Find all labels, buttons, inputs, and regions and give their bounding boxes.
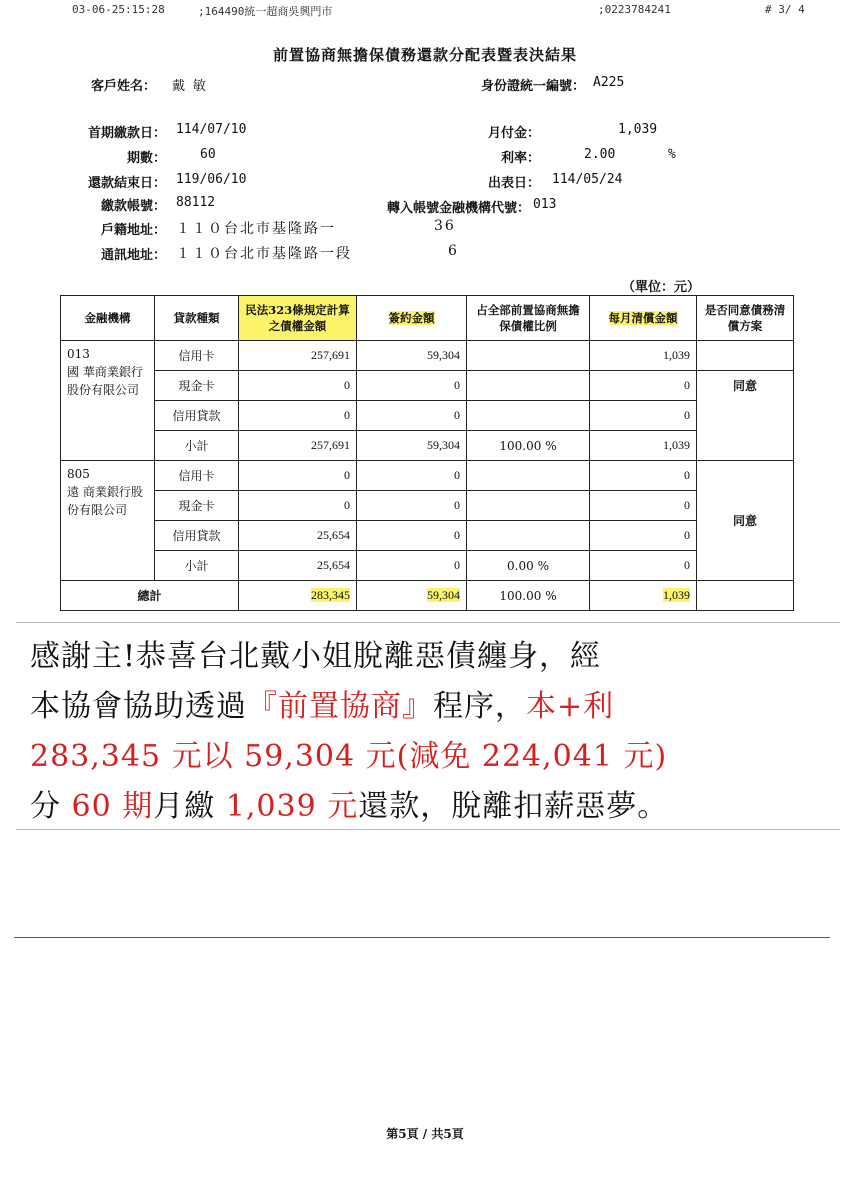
col-header-monthly	[590, 296, 697, 341]
fax-sender: ;164490統一超商吳興門市	[198, 5, 333, 18]
line4-part-e: 還款，脫離扣薪惡夢。	[358, 789, 669, 824]
total-signed-value: 59,304	[427, 588, 460, 602]
table-row	[61, 371, 794, 401]
monthly-amount: 0	[590, 491, 697, 521]
table-row-subtotal	[61, 551, 794, 581]
claim-amount: 25,654	[239, 551, 357, 581]
line4-part-b: 60 期	[71, 789, 154, 824]
line2-part-c: 程序，	[433, 689, 526, 724]
signed-amount: 0	[357, 521, 467, 551]
signed-amount: 0	[357, 551, 467, 581]
monthly-amount: 0	[590, 461, 697, 491]
loan-type: 信用貸款	[155, 401, 239, 431]
id-value: A225	[593, 75, 625, 90]
claim-amount: 0	[239, 401, 357, 431]
periods-value: 60	[200, 147, 216, 162]
total-label: 總計	[61, 581, 239, 611]
loan-type: 信用貸款	[155, 521, 239, 551]
loan-type: 信用卡	[155, 341, 239, 371]
monthly-amount: 0	[590, 401, 697, 431]
col-header-claim-amount: 民法323條規定計算之債權金額	[239, 296, 357, 341]
agree-status: 同意	[697, 371, 794, 461]
end-date-label: 還款結束日：	[87, 176, 166, 191]
transfer-code: 013	[533, 197, 557, 212]
monthly-payment-label: 月付金：	[487, 126, 540, 141]
loan-type: 小計	[155, 551, 239, 581]
bank-cell-805	[61, 461, 155, 581]
bank-cell-013	[61, 341, 155, 461]
monthly-amount: 1,039	[590, 341, 697, 371]
claim-amount: 0	[239, 491, 357, 521]
bank-code: 805	[67, 467, 90, 481]
signed-amount: 0	[357, 461, 467, 491]
signed-amount: 0	[357, 371, 467, 401]
account-number: 88112	[176, 195, 216, 210]
customer-name-label: 客戶姓名：	[90, 79, 156, 94]
household-address-label: 戶籍地址：	[100, 223, 166, 238]
first-payment-label: 首期繳款日：	[87, 126, 166, 141]
announcement-line-2	[30, 681, 614, 725]
rate-label: 利率：	[500, 151, 540, 166]
line4-part-c: 月繳	[153, 789, 226, 824]
col-header-monthly-text: 每月清償金額	[608, 311, 678, 325]
agree-status: 同意	[697, 461, 794, 581]
mail-address: １１０台北市基隆路一段	[176, 246, 352, 262]
total-claim	[239, 581, 357, 611]
signed-amount: 59,304	[357, 341, 467, 371]
agree-blank	[697, 341, 794, 371]
id-label: 身份證統一編號：	[480, 79, 585, 94]
ratio	[467, 341, 590, 371]
ratio: 100.00 %	[467, 431, 590, 461]
monthly-amount: 0	[590, 371, 697, 401]
repayment-table	[60, 295, 794, 611]
issue-date-label: 出表日：	[487, 176, 540, 191]
line4-part-d: 1,039 元	[225, 789, 359, 824]
claim-amount: 0	[239, 461, 357, 491]
col-header-institution: 金融機構	[61, 296, 155, 341]
loan-type: 信用卡	[155, 461, 239, 491]
total-monthly	[590, 581, 697, 611]
line4-part-a: 分	[30, 789, 72, 824]
signed-amount: 0	[357, 401, 467, 431]
ratio	[467, 491, 590, 521]
claim-amount: 25,654	[239, 521, 357, 551]
table-row-subtotal	[61, 431, 794, 461]
col-header-loan-type: 貸款種類	[155, 296, 239, 341]
ratio	[467, 461, 590, 491]
first-payment-date: 114/07/10	[176, 122, 247, 137]
col-header-ratio: 占全部前置協商無擔保債權比例	[467, 296, 590, 341]
signed-amount: 0	[357, 491, 467, 521]
mail-address-label: 通訊地址：	[100, 248, 166, 263]
customer-name: 戴 敏	[172, 79, 206, 94]
bank-name: 遠 商業銀行股份有限公司	[67, 485, 143, 517]
ratio	[467, 401, 590, 431]
rate-value: 2.00	[584, 147, 616, 162]
line2-part-a: 本協會協助透過	[30, 689, 247, 724]
monthly-amount: 0	[590, 521, 697, 551]
bank-name: 國 華商業銀行股份有限公司	[67, 365, 143, 397]
monthly-amount: 1,039	[590, 431, 697, 461]
line2-part-d: 本+利	[526, 689, 615, 724]
announcement-line-4	[30, 781, 668, 825]
total-claim-value: 283,345	[311, 588, 350, 602]
household-address: １１０台北市基隆路一	[176, 221, 336, 237]
issue-date: 114/05/24	[552, 172, 623, 187]
col-header-agree: 是否同意債務清償方案	[697, 296, 794, 341]
col-header-signed-amount-text: 簽約金額	[388, 311, 435, 325]
transfer-code-label: 轉入帳號金融機構代號：	[386, 201, 530, 216]
col-header-signed-amount	[357, 296, 467, 341]
announcement-panel	[16, 622, 840, 830]
announcement-line-3: 283,345 元以 59,304 元(減免 224,041 元)	[30, 739, 668, 774]
monthly-amount: 0	[590, 551, 697, 581]
ratio	[467, 521, 590, 551]
total-monthly-value: 1,039	[663, 588, 690, 602]
page-footer: 第5頁 / 共5頁	[386, 1127, 464, 1141]
divider-line	[14, 937, 830, 938]
total-ratio: 100.00 %	[467, 581, 590, 611]
ratio	[467, 371, 590, 401]
table-row	[61, 401, 794, 431]
rate-unit: %	[668, 147, 676, 162]
fax-phone: ;0223784241	[598, 3, 671, 16]
fax-timestamp: 03-06-25:15:28	[72, 3, 165, 16]
line2-part-b: 『前置協商』	[247, 689, 433, 724]
table-row	[61, 341, 794, 371]
mail-address-tail: 6	[448, 243, 459, 259]
bank-code: 013	[67, 347, 90, 361]
claim-amount: 257,691	[239, 431, 357, 461]
table-header-row	[61, 296, 794, 341]
unit-label: （單位：元）	[622, 280, 701, 295]
total-signed	[357, 581, 467, 611]
ratio: 0.00 %	[467, 551, 590, 581]
table-row-total	[61, 581, 794, 611]
signed-amount: 59,304	[357, 431, 467, 461]
household-address-tail: 36	[434, 218, 456, 234]
claim-amount: 257,691	[239, 341, 357, 371]
table-row	[61, 491, 794, 521]
claim-amount: 0	[239, 371, 357, 401]
monthly-payment: 1,039	[618, 122, 658, 137]
table-row	[61, 521, 794, 551]
periods-label: 期數：	[126, 151, 166, 166]
loan-type: 小計	[155, 431, 239, 461]
announcement-line-1: 感謝主!恭喜台北戴小姐脫離惡債纏身，經	[30, 639, 602, 674]
loan-type: 現金卡	[155, 371, 239, 401]
total-agree-blank	[697, 581, 794, 611]
fax-page: # 3/ 4	[765, 3, 805, 16]
document-title: 前置協商無擔保債務還款分配表暨表決結果	[272, 46, 577, 64]
table-row	[61, 461, 794, 491]
end-date: 119/06/10	[176, 172, 247, 187]
loan-type: 現金卡	[155, 491, 239, 521]
account-label: 繳款帳號：	[100, 199, 166, 214]
